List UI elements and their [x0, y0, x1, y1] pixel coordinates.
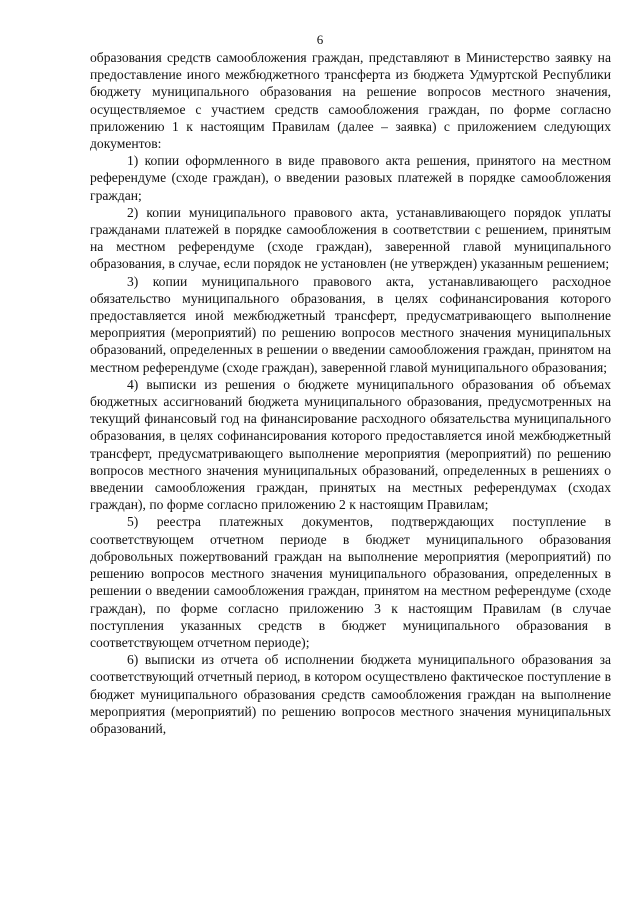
paragraph-item-5: 5) реестра платежных документов, подтверждающих поступление в соответствующем отчетном периоде в бюджет муниципального образования добровольных пожертвований граждан на выполнение мероприятия (мероприятий) по решению вопросов местного значения муниципального образования, определенных в решении о введении самообложения граждан, принятом на местном референдуме (сходе граждан), по форме согласно приложению 3 к настоящим Правилам (в случае поступления указанных средств в бюджет муниципального образования в соответствующем отчетном периоде);: [90, 514, 611, 650]
paragraph-item-2: 2) копии муниципального правового акта, устанавливающего порядок уплаты гражданами платежей в порядке самообложения в соответствии с решением, принятым на местном референдуме (сходе граждан), заверенной главой муниципального образования, в случае, если порядок не установлен (не утвержден) указанным решением;: [90, 204, 611, 272]
paragraph-item-6: 6) выписки из отчета об исполнении бюджета муниципального образования за соответствующий отчетный период, в котором осуществлено фактическое поступление в бюджет муниципального образования средств самообложения граждан на выполнение мероприятия (мероприятий) по решению вопросов местного значения муниципальных образований,: [90, 652, 611, 736]
page-number: 6: [316, 32, 324, 47]
document-body: [90, 49, 611, 737]
paragraph-intro-continuation: образования средств самообложения граждан, представляют в Министерство заявку на предоставление иного межбюджетного трансферта из бюджета Удмуртской Республики бюджету муниципального образования на решение вопросов местного значения, осуществляемое с участием средств самообложения граждан, по форме согласно приложению 1 к настоящим Правилам (далее – заявка) с приложением следующих документов:: [90, 50, 611, 152]
paragraph-item-3: 3) копии муниципального правового акта, устанавливающего расходное обязательство муниципального образования, в целях софинансирования которого предоставляется иной межбюджетный трансферт, предусматривающего выполнение мероприятия (мероприятий) по решению вопросов местного значения муниципальных образований, определенных в решении о введении самообложения граждан, принятом на местном референдуме (сходе граждан), заверенной главой муниципального образования;: [90, 273, 611, 375]
paragraph-item-4: 4) выписки из решения о бюджете муниципального образования об объемах бюджетных ассигнований бюджета муниципального образования, предусмотренных на текущий финансовый год на финансирование расходного обязательства муниципального образования, в целях софинансирования которого предоставляется иной межбюджетный трансферт, предусматривающего выполнение мероприятия (мероприятий) по решению вопросов местного значения муниципальных образований, определенных в решениях о введении самообложения граждан, принятых на местных референдумах (сходах граждан), по форме согласно приложению 2 к настоящим Правилам;: [90, 376, 611, 513]
paragraph-item-1: 1) копии оформленного в виде правового акта решения, принятого на местном референдуме (сходе граждан), о введении разовых платежей в порядке самообложения граждан;: [90, 153, 611, 203]
